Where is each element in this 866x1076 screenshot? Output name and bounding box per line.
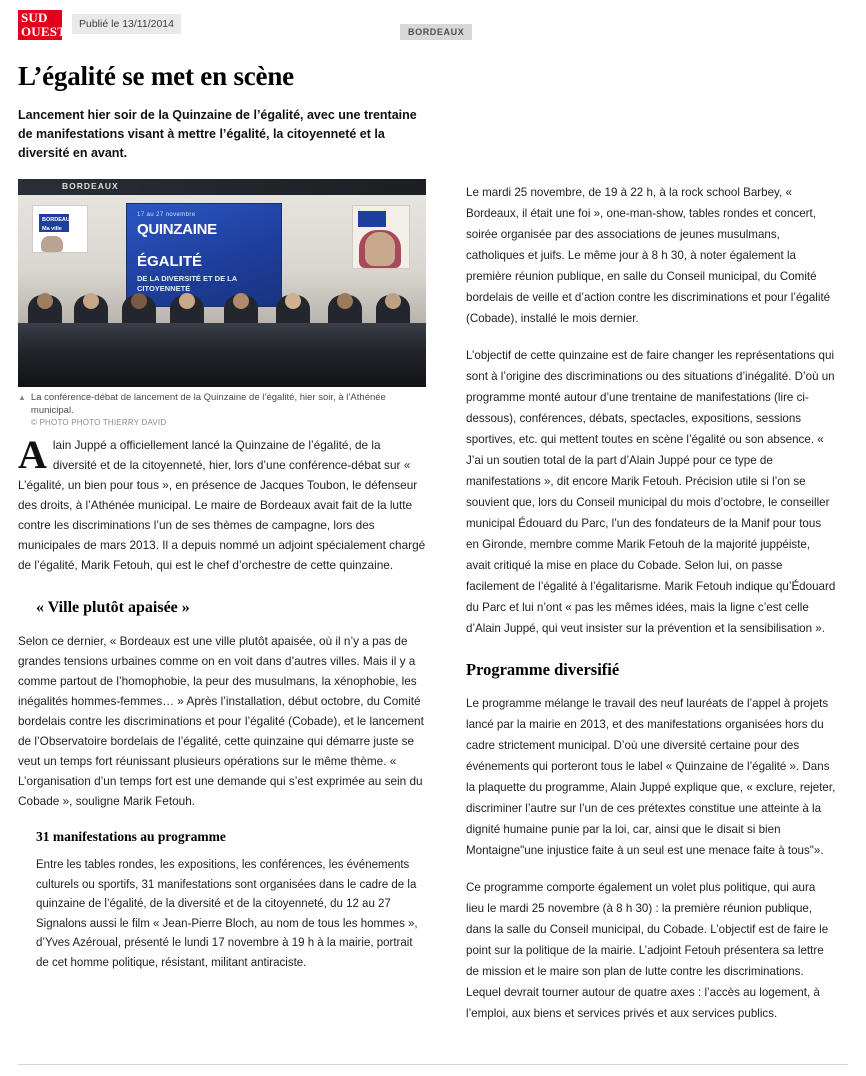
inset-paragraph: Entre les tables rondes, les expositions, les conférences, les événements culturels ou sportifs, 31 manifestations sont organisées dans le cadre de la quinzaine de l’égalité, de la diversité et de la citoyenneté, du 12 au 27 Signalons aussi le film « Jean-Pierre Bloch, au nom de tous les hommes », d’Yves Azéroual, présenté le lundi 17 novembre à 19 h à la mairie, portrait de cet homme politique, résistant, militant antiraciste. <box>36 859 418 969</box>
panelist-head <box>179 293 195 309</box>
conference-photo <box>18 179 426 387</box>
poster-left-badge: BORDEAUX Ma ville <box>39 214 69 232</box>
poster-subtitle: DE LA DIVERSITÉ ET DE LA CITOYENNETÉ <box>137 274 237 293</box>
right-paragraph-3: Le programme mélange le travail des neuf lauréats de l’appel à projets lancé par la mairie en 2013, et des manifestations organisées hors du cadre strictement municipal. D’où une diversité certaine pour des événements qui porteront tous le label « Quinzaine de l’égalité ». Dans la plaquette du programme, Alain Juppé explique que, « exclure, rejeter, discriminer l’autre sur l’un de ces prétextes constitue une atteinte à la dignité humaine punie par la loi, car, ainsi que le disait si bien Montaigne"une injustice faite à un seul est une menace faite à tous"». <box>466 697 836 857</box>
panelist-head <box>385 293 401 309</box>
panelist-head <box>37 293 53 309</box>
article-columns <box>18 179 848 1040</box>
right-column <box>466 179 836 1040</box>
inset-box <box>36 827 426 973</box>
caption-triangle-icon: ▲ <box>18 393 26 402</box>
poster-right <box>352 205 410 269</box>
sud-ouest-logo[interactable] <box>18 10 67 40</box>
left-paragraph-2: Selon ce dernier, « Bordeaux est une ville plutôt apaisée, où il n’y a pas de grandes tensions urbaines comme on en voit dans d’autres villes. Mais il y a comme partout de l’homophobie, la peur des musulmans, la xénophobie, les inégalités hommes-femmes… » Après l’installation, début octobre, du Comité bordelais contre les discriminations et pour l’égalité (Cobade), et le lancement de l’Observatoire bordelais de l’égalité, cette quinzaine qui démarre juste se veut un temps fort réunissant plusieurs opérations sur le même thème. « L’organisation d’un temps fort est une demande qui s’est exprimée au sein du Cobade », souligne Marik Fetouh. <box>18 634 424 808</box>
poster-title-1: QUINZAINE <box>137 221 217 238</box>
subhead-ville-apaisee: « Ville plutôt apaisée » <box>36 599 190 616</box>
lead-paragraph <box>18 432 426 575</box>
page-title: L’égalité se met en scène <box>18 61 294 91</box>
poster-left-portrait <box>41 236 63 252</box>
section-tag-bordeaux[interactable]: BORDEAUX <box>400 24 472 40</box>
panelist-head <box>233 293 249 309</box>
poster-left <box>32 205 88 253</box>
subhead-programme-diversifie: Programme diversifié <box>466 660 620 679</box>
poster-right-badge <box>358 211 386 227</box>
right-paragraph-1: Le mardi 25 novembre, de 19 à 22 h, à la rock school Barbey, « Bordeaux, il était une foi », one-man-show, tables rondes et concert, soirée organisée par des associations de jeunes musulmans, catholiques et juifs. Le même jour à 8 h 30, à noter également la première réunion publique, en salle du Conseil municipal, du Comité bordelais de veille et d’action contre les discriminations et pour l’égalité (Cobade), installé le mois dernier. <box>466 186 831 325</box>
panelist-head <box>285 293 301 309</box>
inset-subhead: 31 manifestations au programme <box>36 829 226 844</box>
panelist-head <box>337 293 353 309</box>
poster-dates: 17 au 27 novembre <box>137 212 196 218</box>
panel-table <box>18 323 426 387</box>
article-figure <box>18 179 426 427</box>
publish-date: Publié le 13/11/2014 <box>72 14 181 34</box>
poster-title-3: ÉGALITÉ <box>137 253 203 270</box>
left-column <box>18 179 426 989</box>
footer-divider <box>18 1064 848 1076</box>
drop-cap: A <box>18 432 47 477</box>
caption-text: La conférence-débat de lancement de la Quinzaine de l’égalité, hier soir, à l’Athénée municipal. <box>30 392 386 416</box>
photo-credit: © PHOTO PHOTO THIERRY DAVID <box>31 418 167 427</box>
standfirst: Lancement hier soir de la Quinzaine de l’égalité, avec une trentaine de manifestations visant à mettre l’égalité, la citoyenneté et la diversité en avant. <box>18 108 417 160</box>
logo-line-1: SUD <box>21 10 48 25</box>
poster-right-portrait <box>365 232 395 266</box>
panelist-head <box>131 293 147 309</box>
panelist-head <box>83 293 99 309</box>
right-paragraph-4: Ce programme comporte également un volet plus politique, qui aura lieu le mardi 25 novembre (à 8 h 30) : la première réunion publique, dans la salle du Conseil municipal, du Cobade. L’objectif est de faire le point sur la politique de la mairie. L’adjoint Fetouh présentera sa lettre de mission et le maire son plan de lutte contre les discriminations. Lequel devrait tourner autour de quatre axes : l’accès au logement, à l’emploi, aux biens et services privés et aux services publics. <box>466 881 829 1020</box>
photo-caption <box>18 387 426 417</box>
right-paragraph-2: L’objectif de cette quinzaine est de faire changer les représentations qui sont à l’origine des discriminations ou des situations d’inégalité. D’où un programme monté autour d’une trentaine de manifestations (lire ci-dessous), conférences, débats, spectacles, expositions, sessions sportives, etc. qui mettent toutes en scène l’égalité ou son absence. « J’ai un soutien total de la part d’Alain Juppé pour ce type de manifestations », dit encore Marik Fetouh. Précision utile si l’on se souvient que, lors du Conseil municipal du mois d’octobre, le conseiller municipal Édouard du Parc, l’un des fondateurs de la Manif pour tous en Gironde, membre comme Marik Fetouh de la majorité juppéiste, avait critiqué la mise en place du Cobade. Selon lui, on passe facilement de l’égalité à l’égalitarisme. Marik Fetouh indique qu’Édouard du Parc et lui n’ont « pas les mêmes idées, mais la ligne c’est celle d’Alain Juppé, qui veut insister sur la prévention et la sensibilisation ». <box>466 349 836 635</box>
photo-banner-label: BORDEAUX <box>62 181 119 191</box>
lead-paragraph-text: lain Juppé a officiellement lancé la Quinzaine de l’égalité, de la diversité et de la citoyenneté, hier, lors d’une conférence-débat sur « L’égalité, un bien pour tous », en présence de Jacques Toubon, le défenseur des droits, à l’Athénée municipal. Le maire de Bordeaux avait fait de la lutte contre les discriminations l’un de ses thèmes de campagne, lors des municipales de mars 2013. Il a depuis nommé un adjoint spécialement chargé de l’égalité, Marik Fetouh, qui est le chef d’orchestre de cette quinzaine. <box>18 438 426 572</box>
logo-line-2: OUEST <box>21 24 67 39</box>
